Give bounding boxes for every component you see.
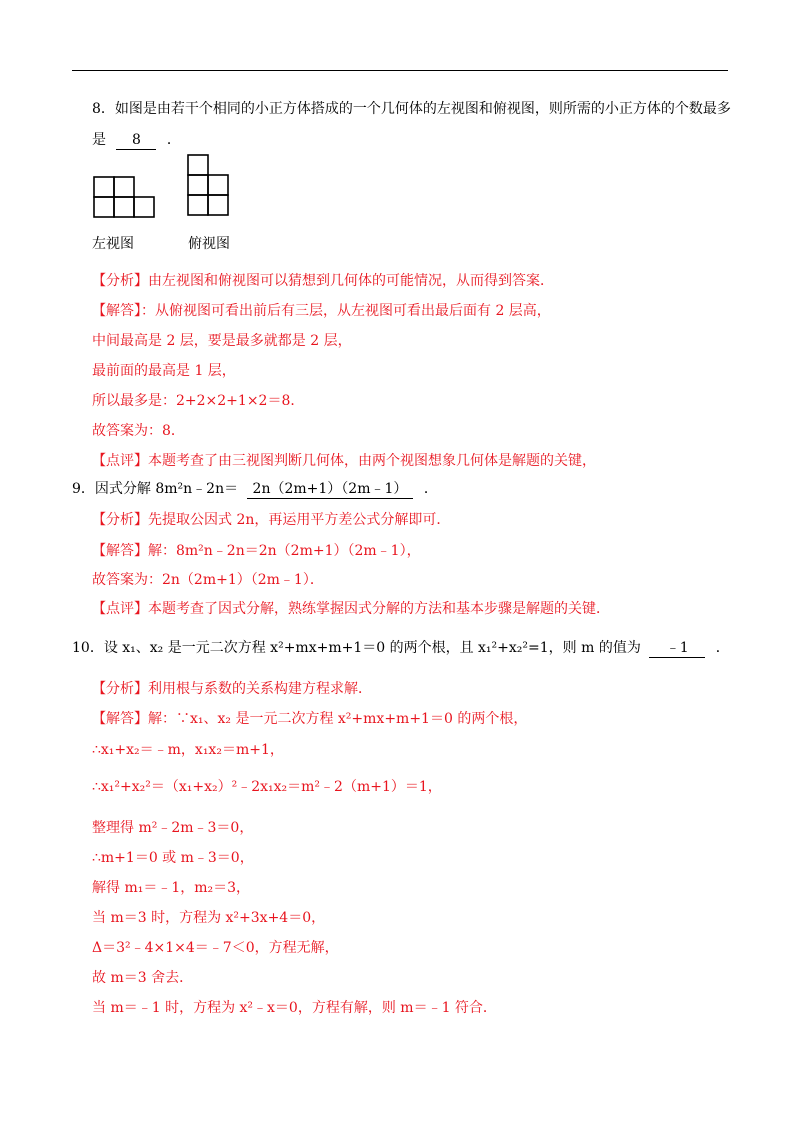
header-rule: [72, 70, 728, 71]
q8-stem-prefix: 是: [92, 132, 106, 148]
q10-solution-line-4: 整理得 m²﹣2m﹣3＝0，: [92, 820, 254, 836]
q10-solution-line-5: ∴m+1＝0 或 m﹣3＝0，: [92, 850, 254, 866]
q8-analysis: 【分析】由左视图和俯视图可以猜想到几何体的可能情况，从而得到答案．: [92, 273, 554, 289]
q9-final-answer: 故答案为：2n（2m+1）（2m﹣1）．: [92, 572, 324, 588]
q10-solution-line-7: 当 m＝3 时，方程为 x²+3x+4＝0，: [92, 910, 326, 926]
q10-solution-line-1: 【解答】解：∵x₁、x₂ 是一元二次方程 x²+mx+m+1＝0 的两个根，: [92, 711, 528, 727]
q8-answer-blank: 8: [116, 131, 156, 150]
q8-solution-line-1: 【解答】：从俯视图可看出前后有三层，从左视图可看出最后面有 2 层高，: [92, 303, 551, 319]
q10-solution-line-3: ∴x₁²+x₂²＝（x₁+x₂）²﹣2x₁x₂＝m²﹣2（m+1）＝1，: [92, 779, 442, 795]
q10-answer-blank: ﹣1: [649, 639, 705, 658]
left-view-figure: [92, 175, 158, 221]
q9-stem-suffix: ．: [423, 481, 438, 497]
q10-solution-line-6: 解得 m₁＝﹣1，m₂＝3，: [92, 880, 251, 896]
q9-solution: 【解答】解：8m²n﹣2n＝2n（2m+1）（2m﹣1），: [92, 543, 421, 559]
q10-solution-line-2: ∴x₁+x₂＝﹣m，x₁x₂＝m+1，: [92, 742, 284, 758]
q9-answer-blank: 2n（2m+1）（2m﹣1）: [247, 480, 414, 499]
q8-stem: 8．如图是由若干个相同的小正方体搭成的一个几何体的左视图和俯视图，则所需的小正方体的个数最多: [92, 101, 731, 117]
q9-analysis: 【分析】先提取公因式 2n，再运用平方差公式分解即可．: [92, 512, 451, 528]
q10-solution-line-9: 故 m＝3 舍去．: [92, 970, 194, 986]
q8-solution-line-4: 所以最多是：2+2×2+1×2＝8．: [92, 393, 305, 409]
q8-stem-suffix: ．: [166, 132, 181, 148]
q8-solution-line-2: 中间最高是 2 层，要是最多就都是 2 层，: [92, 333, 352, 349]
top-view-label: 俯视图: [188, 236, 230, 252]
q9-stem: [72, 480, 438, 499]
q8-comment: 【点评】本题考查了由三视图判断几何体，由两个视图想象几何体是解题的关键，: [92, 453, 596, 469]
q9-stem-prefix: 9．因式分解 8m²n﹣2n＝: [72, 481, 239, 497]
left-view-label: 左视图: [92, 236, 134, 252]
top-view-figure: [186, 153, 232, 219]
q8-solution-line-3: 最前面的最高是 1 层，: [92, 363, 236, 379]
q10-solution-line-8: Δ＝3²﹣4×1×4＝﹣7＜0，方程无解，: [92, 940, 339, 956]
q10-analysis: 【分析】利用根与系数的关系构建方程求解．: [92, 681, 372, 697]
q8-stem-line2: [92, 131, 181, 150]
q10-solution-line-10: 当 m＝﹣1 时，方程为 x²﹣x＝0，方程有解，则 m＝﹣1 符合．: [92, 1000, 497, 1016]
q8-final-answer: 故答案为：8．: [92, 423, 185, 439]
q10-stem: [72, 639, 730, 658]
q10-stem-prefix: 10．设 x₁、x₂ 是一元二次方程 x²+mx+m+1＝0 的两个根，且 x₁²+x₂²=1，则 m 的值为: [72, 640, 641, 656]
q9-comment: 【点评】本题考查了因式分解，熟练掌握因式分解的方法和基本步骤是解题的关键．: [92, 601, 610, 617]
q10-stem-suffix: ．: [715, 640, 730, 656]
